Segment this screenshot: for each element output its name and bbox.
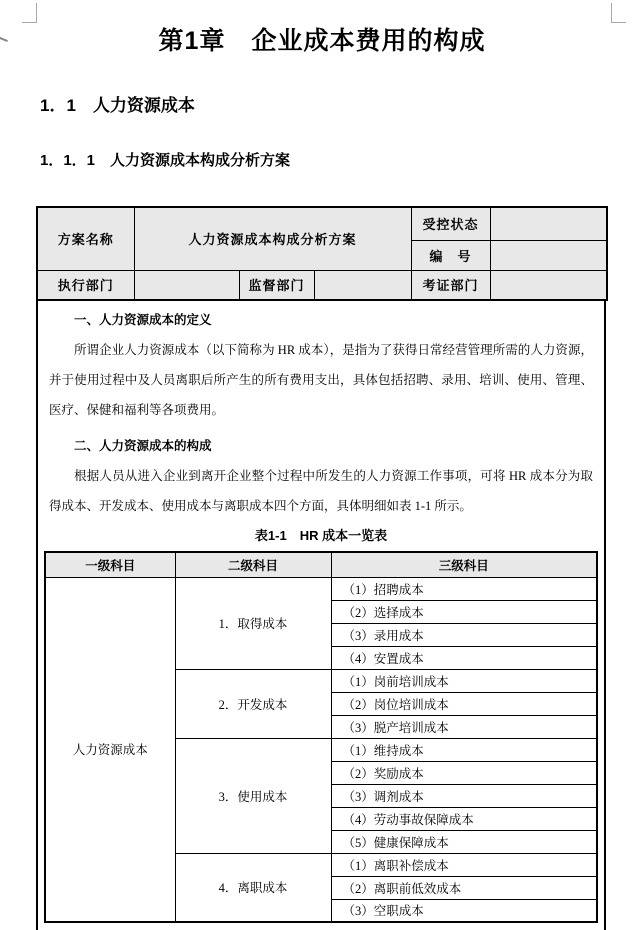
- exec-dept-value: [134, 270, 239, 300]
- group-departure-cost: 4．离职成本: [175, 853, 331, 922]
- item-cell: （1）维持成本: [331, 738, 597, 761]
- item-cell: （3）脱产培训成本: [331, 715, 597, 738]
- hr-table-header-row: [45, 552, 597, 577]
- definition-paragraph: 所谓企业人力资源成本（以下简称为 HR 成本），是指为了获得日常经营管理所需的人力资源，并于使用过程中及人员离职后所产生的所有费用支出，具体包括招聘、录用、培训、使用、管理、医疗、保健和福利等各项费用。: [49, 343, 593, 417]
- col-header-level3: 三级科目: [331, 552, 597, 577]
- item-cell: （2）选择成本: [331, 600, 597, 623]
- definition-heading: 一、人力资源成本的定义: [74, 313, 212, 327]
- plan-name-label: 方案名称: [37, 207, 134, 270]
- item-cell: （1）岗前培训成本: [331, 669, 597, 692]
- plan-content-box: [36, 301, 606, 930]
- composition-paragraph: 根据人员从进入企业到离开企业整个过程中所发生的人力资源工作事项，可将 HR 成本分为取得成本、开发成本、使用成本与离职成本四个方面，具体明细如表 1-1 所示。: [49, 469, 593, 513]
- plan-name-value: 人力资源成本构成分析方案: [134, 207, 411, 270]
- item-cell: （3）调剂成本: [331, 784, 597, 807]
- level1-cell: 人力资源成本: [45, 577, 175, 922]
- item-cell: （3）录用成本: [331, 623, 597, 646]
- verify-dept-label: 考证部门: [411, 270, 490, 300]
- controlled-status-label: 受控状态: [411, 207, 490, 240]
- chapter-title: 第1章 企业成本费用的构成: [158, 27, 486, 55]
- item-cell: （2）离职前低效成本: [331, 876, 597, 899]
- section-heading-1-1-1: 1．1．1 人力资源成本构成分析方案: [40, 152, 291, 169]
- group-acquisition-cost: 1．取得成本: [175, 577, 331, 669]
- controlled-status-value: [490, 207, 607, 240]
- hr-table-caption: 表1-1 HR 成本一览表: [254, 528, 388, 543]
- verify-dept-value: [490, 270, 607, 300]
- group-usage-cost: 3．使用成本: [175, 738, 331, 853]
- supervise-dept-value: [314, 270, 411, 300]
- col-header-level1: 一级科目: [45, 552, 175, 577]
- group-development-cost: 2．开发成本: [175, 669, 331, 738]
- item-cell: （4）安置成本: [331, 646, 597, 669]
- composition-heading: 二、人力资源成本的构成: [74, 439, 212, 453]
- item-cell: （5）健康保障成本: [331, 830, 597, 853]
- col-header-level2: 二级科目: [175, 552, 331, 577]
- number-label: 编 号: [411, 240, 490, 270]
- item-cell: （3）空职成本: [331, 899, 597, 922]
- supervise-dept-label: 监督部门: [239, 270, 314, 300]
- margin-mark-top-right: [611, 3, 626, 23]
- exec-dept-label: 执行部门: [37, 270, 134, 300]
- info-row-3: [37, 270, 607, 300]
- item-cell: （4）劳动事故保障成本: [331, 807, 597, 830]
- section-heading-1-1: 1．1 人力资源成本: [40, 96, 195, 115]
- item-cell: （1）招聘成本: [331, 577, 597, 600]
- item-cell: （2）奖励成本: [331, 761, 597, 784]
- item-cell: （1）离职补偿成本: [331, 853, 597, 876]
- plan-info-table: [36, 206, 608, 301]
- table-row: [45, 577, 597, 600]
- number-value: [490, 240, 607, 270]
- info-row-1: [37, 207, 607, 240]
- item-cell: （2）岗位培训成本: [331, 692, 597, 715]
- hr-cost-table: [44, 551, 598, 923]
- margin-mark-top-left: [22, 3, 37, 23]
